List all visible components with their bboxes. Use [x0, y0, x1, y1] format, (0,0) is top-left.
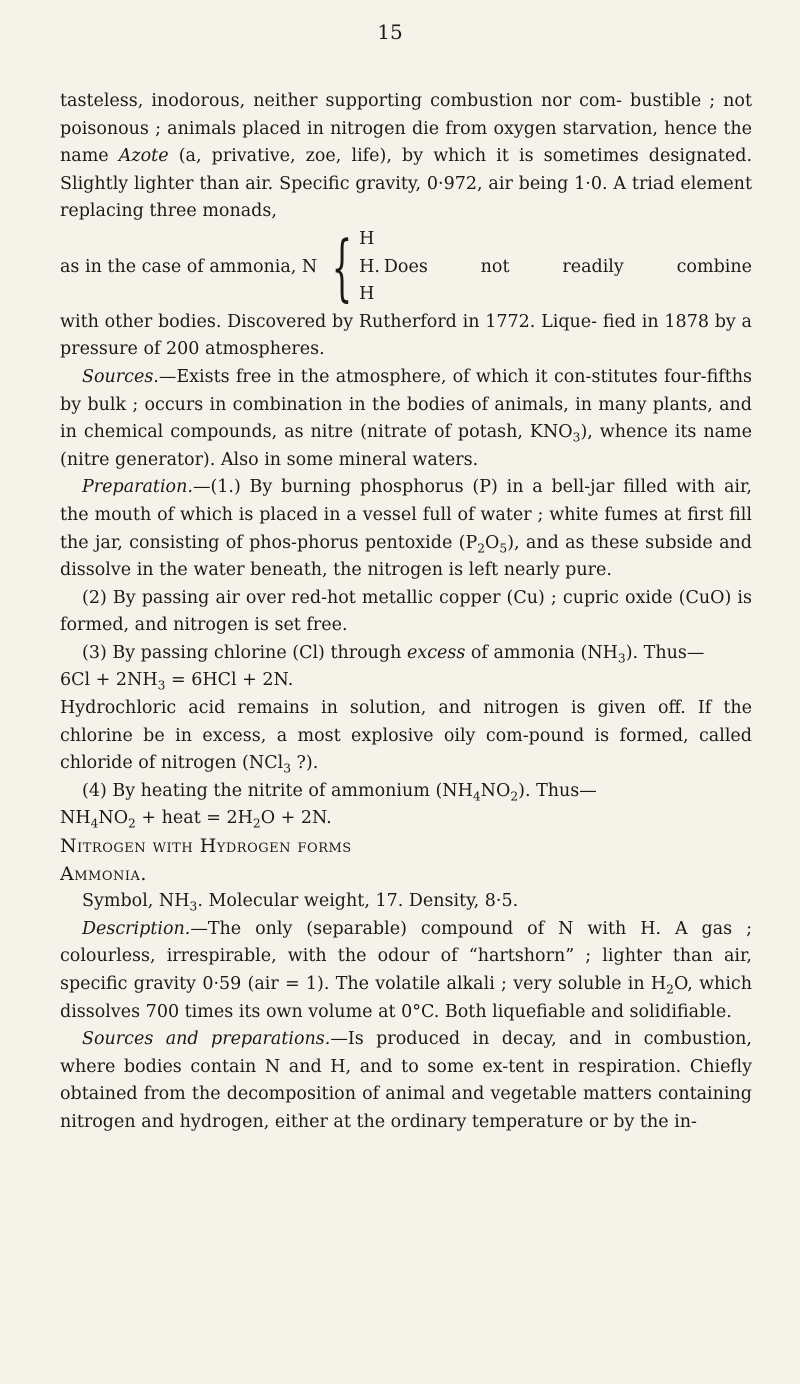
preparation-paragraph-2: (2) By passing air over red-hot metallic copper (Cu) ; cupric oxide (CuO) is formed, and nitrogen is set free.: [60, 587, 752, 636]
curly-brace: {: [331, 225, 353, 310]
section-heading-ammonia: Ammonia.: [60, 862, 147, 885]
nitrogen-properties-paragraph: tasteless, inodorous, neither supporting combustion nor com- bustible ; not poisonous ; animals placed in nitrogen die from oxygen starvation, hence the name Azote (a, privative, zoe, life), by which it is sometimes designated. Slightly lighter than air. Specific gravity, 0·972, air being 1·0. A triad element replacing three monads,: [60, 91, 753, 222]
body-text: [60, 88, 752, 1137]
description-paragraph: Description.—The only (separable) compound of N with H. A gas ; colourless, irrespirable, with the odour of “hartshorn” ; lighter than air, specific gravity 0·59 (air = 1). The volatile alkali ; very soluble in $H_2O$, which dissolves 700 times its own volume at 0°C. Both liquefiable and solidifiable.: [60, 918, 752, 1022]
hydrochloric-paragraph: Hydrochloric acid remains in solution, and nitrogen is given off. If the chlorine be in excess, a most explosive oily com-pound is formed, called chloride of nitrogen (NCl$_3$ ?).: [60, 698, 752, 776]
ammonia-structure-formula: as in the case of ammonia, N { H H. H Does not readily combine: [60, 225, 752, 310]
ammonia-symbol-line: Symbol, $NH_3$. Molecular weight, 17. Density, 8·5.: [82, 891, 519, 914]
page-number: 15: [377, 20, 403, 44]
equation-ammonium-nitrite: $NH_4NO_2$ + heat = $2H_2O + 2N$.: [60, 808, 332, 831]
preparation-paragraph-4: (4) By heating the nitrite of ammonium $(NH_4NO_2)$. Thus—: [82, 780, 597, 804]
sources-preparations-paragraph: Sources and preparations.—Is produced in decay, and in combustion, where bodies contain N and H, and to some ex-tent in respiration. Chiefly obtained from the decomposition of animal and vegetable matters containing nitrogen and hydrogen, either at the ordinary temperature or by the in-: [60, 1029, 752, 1132]
preparation-paragraph-1: Preparation.—(1.) By burning phosphorus (P) in a bell-jar filled with air, the mouth of which is placed in a vessel full of water ; white fumes at first fill the jar, consisting of phos-phorus pentoxide $(P_2O_5)$, and as these subside and dissolve in the water beneath, the nitrogen is left nearly pure.: [60, 477, 752, 581]
equation-chlorine-ammonia: $6Cl + 2NH_3 = 6HCl + 2N$.: [60, 670, 294, 693]
sources-paragraph: Sources.—Exists free in the atmosphere, of which it con-stitutes four-fifths by bulk ; occurs in combination in the bodies of animals, in many plants, and in chemical compounds, as nitre (nitrate of potash, $KNO_3$), whence its name (nitre generator). Also in some mineral waters.: [60, 366, 752, 470]
section-heading: Nitrogen with Hydrogen forms: [60, 835, 352, 858]
preparation-paragraph-3: (3) By passing chlorine (Cl) through excess of ammonia $(NH_3)$. Thus—: [82, 642, 705, 666]
discovery-paragraph: with other bodies. Discovered by Rutherford in 1772. Lique- fied in 1878 by a pressure of 200 atmospheres.: [60, 311, 752, 360]
